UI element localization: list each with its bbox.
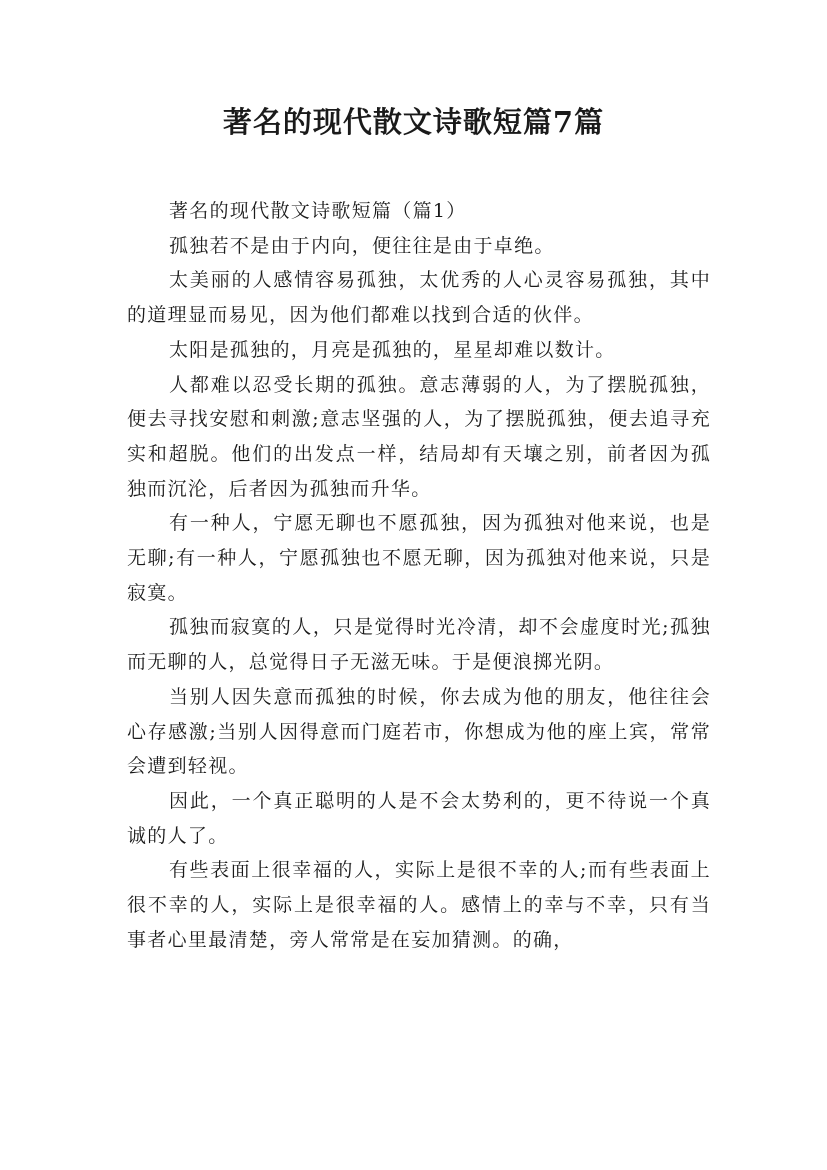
document-title: 著名的现代散文诗歌短篇7篇 [222,105,605,139]
paragraph: 有些表面上很幸福的人，实际上是很不幸的人;而有些表面上很不幸的人，实际上是很幸福的人。感情上的幸与不幸，只有当事者心里最清楚，旁人常常是在妄加猜测。的确， [127,859,711,951]
paragraph: 孤独而寂寞的人，只是觉得时光冷清，却不会虚度时光;孤独而无聊的人，总觉得日子无滋无味。于是便浪掷光阴。 [127,616,711,674]
paragraph: 有一种人，宁愿无聊也不愿孤独，因为孤独对他来说，也是无聊;有一种人，宁愿孤独也不愿无聊，因为孤独对他来说，只是寂寞。 [127,512,711,604]
paragraph: 因此，一个真正聪明的人是不会太势利的，更不待说一个真诚的人了。 [127,789,711,847]
document-body [127,194,711,957]
section-heading: 著名的现代散文诗歌短篇（篇1） [169,200,467,222]
paragraph: 当别人因失意而孤独的时候，你去成为他的朋友，他往往会心存感激;当别人因得意而门庭若市，你想成为他的座上宾，常常会遭到轻视。 [127,685,711,778]
paragraph: 太阳是孤独的，月亮是孤独的，星星却难以数计。 [169,338,616,361]
paragraph: 人都难以忍受长期的孤独。意志薄弱的人，为了摆脱孤独，便去寻找安慰和刺激;意志坚强的人，为了摆脱孤独，便去追寻充实和超脱。他们的出发点一样，结局却有天壤之别，前者因为孤独而沉沦，后者因为孤独而升华。 [127,373,711,500]
paragraph: 太美丽的人感情容易孤独，太优秀的人心灵容易孤独，其中的道理显而易见，因为他们都难以找到合适的伙伴。 [127,269,711,327]
paragraph: 孤独若不是由于内向，便往往是由于卓绝。 [169,234,555,257]
